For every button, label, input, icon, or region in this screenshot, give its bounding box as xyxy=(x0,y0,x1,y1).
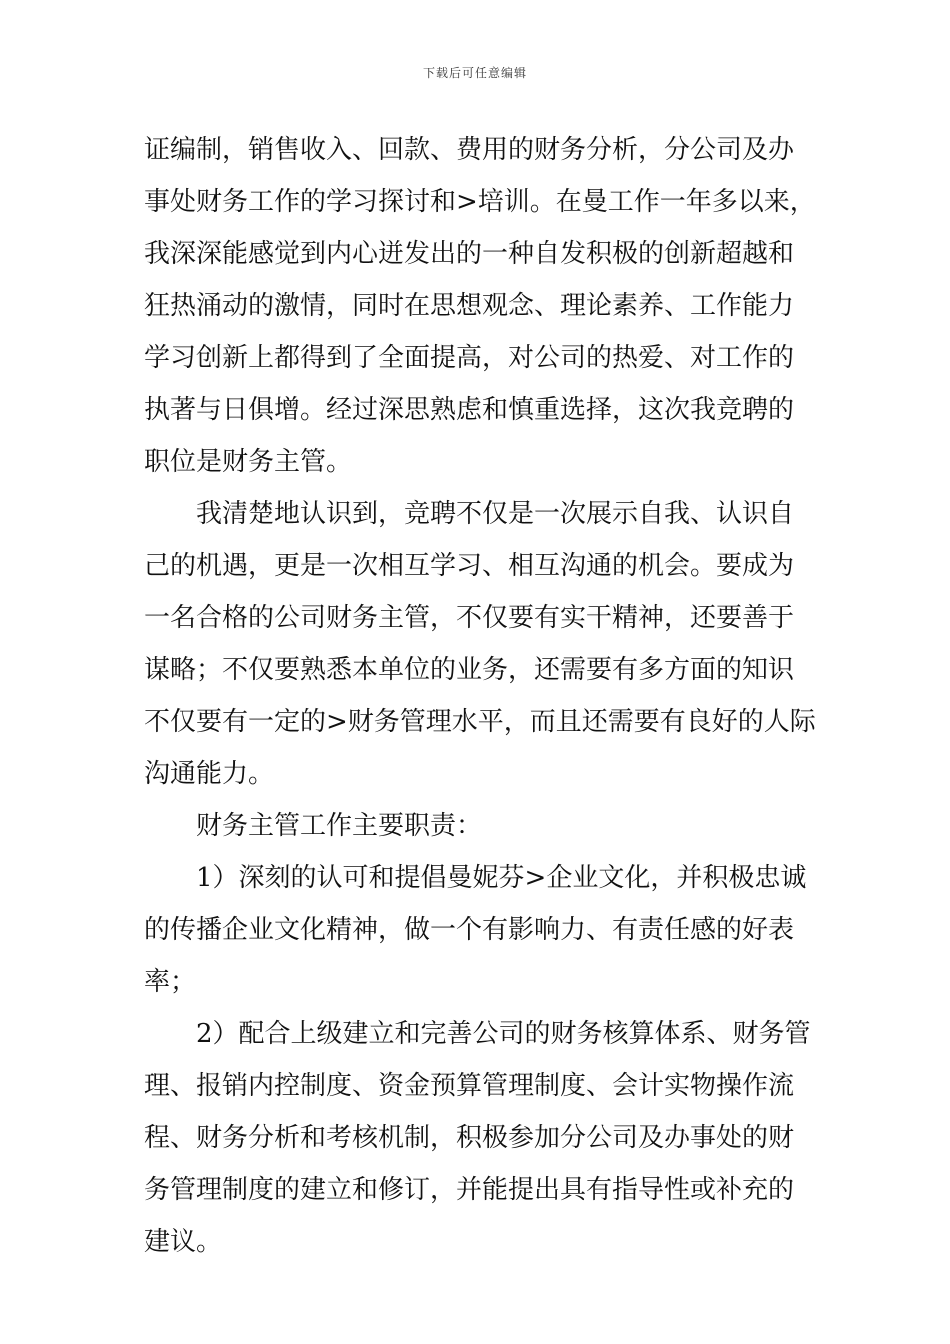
text-line: 沟通能力。 xyxy=(144,759,275,789)
text-line: 务管理制度的建立和修订，并能提出具有指导性或补充的 xyxy=(144,1175,795,1205)
text-line: 理、报销内控制度、资金预算管理制度、会计实物操作流 xyxy=(144,1071,795,1101)
text-line: 执著与日俱增。经过深思熟虑和慎重选择，这次我竞聘的 xyxy=(144,395,795,425)
paragraph-1 xyxy=(144,124,816,488)
text-line: 不仅要有一定的>财务管理水平，而且还需要有良好的人际 xyxy=(144,707,816,737)
paragraph-5 xyxy=(144,1008,810,1268)
document-body xyxy=(144,124,816,1268)
text-line: 谋略；不仅要熟悉本单位的业务，还需要有多方面的知识 xyxy=(144,655,795,685)
text-line: 财务主管工作主要职责： xyxy=(196,811,483,841)
text-line: 学习创新上都得到了全面提高，对公司的热爱、对工作的 xyxy=(144,343,795,373)
text-line: 职位是财务主管。 xyxy=(144,447,353,477)
paragraph-3 xyxy=(144,800,810,852)
text-line: 我深深能感觉到内心迸发出的一种自发积极的创新超越和 xyxy=(144,239,795,269)
paragraph-4 xyxy=(144,852,810,1008)
text-line: 1）深刻的认可和提倡曼妮芬>企业文化，并积极忠诚 xyxy=(196,863,807,893)
text-line: 率； xyxy=(144,967,197,997)
text-line: 己的机遇，更是一次相互学习、相互沟通的机会。要成为 xyxy=(144,551,795,581)
text-line: 的传播企业文化精神，做一个有影响力、有责任感的好表 xyxy=(144,915,795,945)
text-line: 建议。 xyxy=(144,1227,223,1257)
text-line: 事处财务工作的学习探讨和>培训。在曼工作一年多以来， xyxy=(144,187,816,217)
text-line: 狂热涌动的激情，同时在思想观念、理论素养、工作能力 xyxy=(144,291,795,321)
text-line: 一名合格的公司财务主管，不仅要有实干精神，还要善于 xyxy=(144,603,795,633)
text-line: 我清楚地认识到，竞聘不仅是一次展示自我、认识自 xyxy=(196,499,795,529)
text-line: 证编制，销售收入、回款、费用的财务分析，分公司及办 xyxy=(144,135,795,165)
page-header-note: 下载后可任意编辑 xyxy=(422,66,527,80)
paragraph-2 xyxy=(144,488,816,800)
text-line: 程、财务分析和考核机制，积极参加分公司及办事处的财 xyxy=(144,1123,795,1153)
text-line: 2）配合上级建立和完善公司的财务核算体系、财务管 xyxy=(196,1019,811,1049)
